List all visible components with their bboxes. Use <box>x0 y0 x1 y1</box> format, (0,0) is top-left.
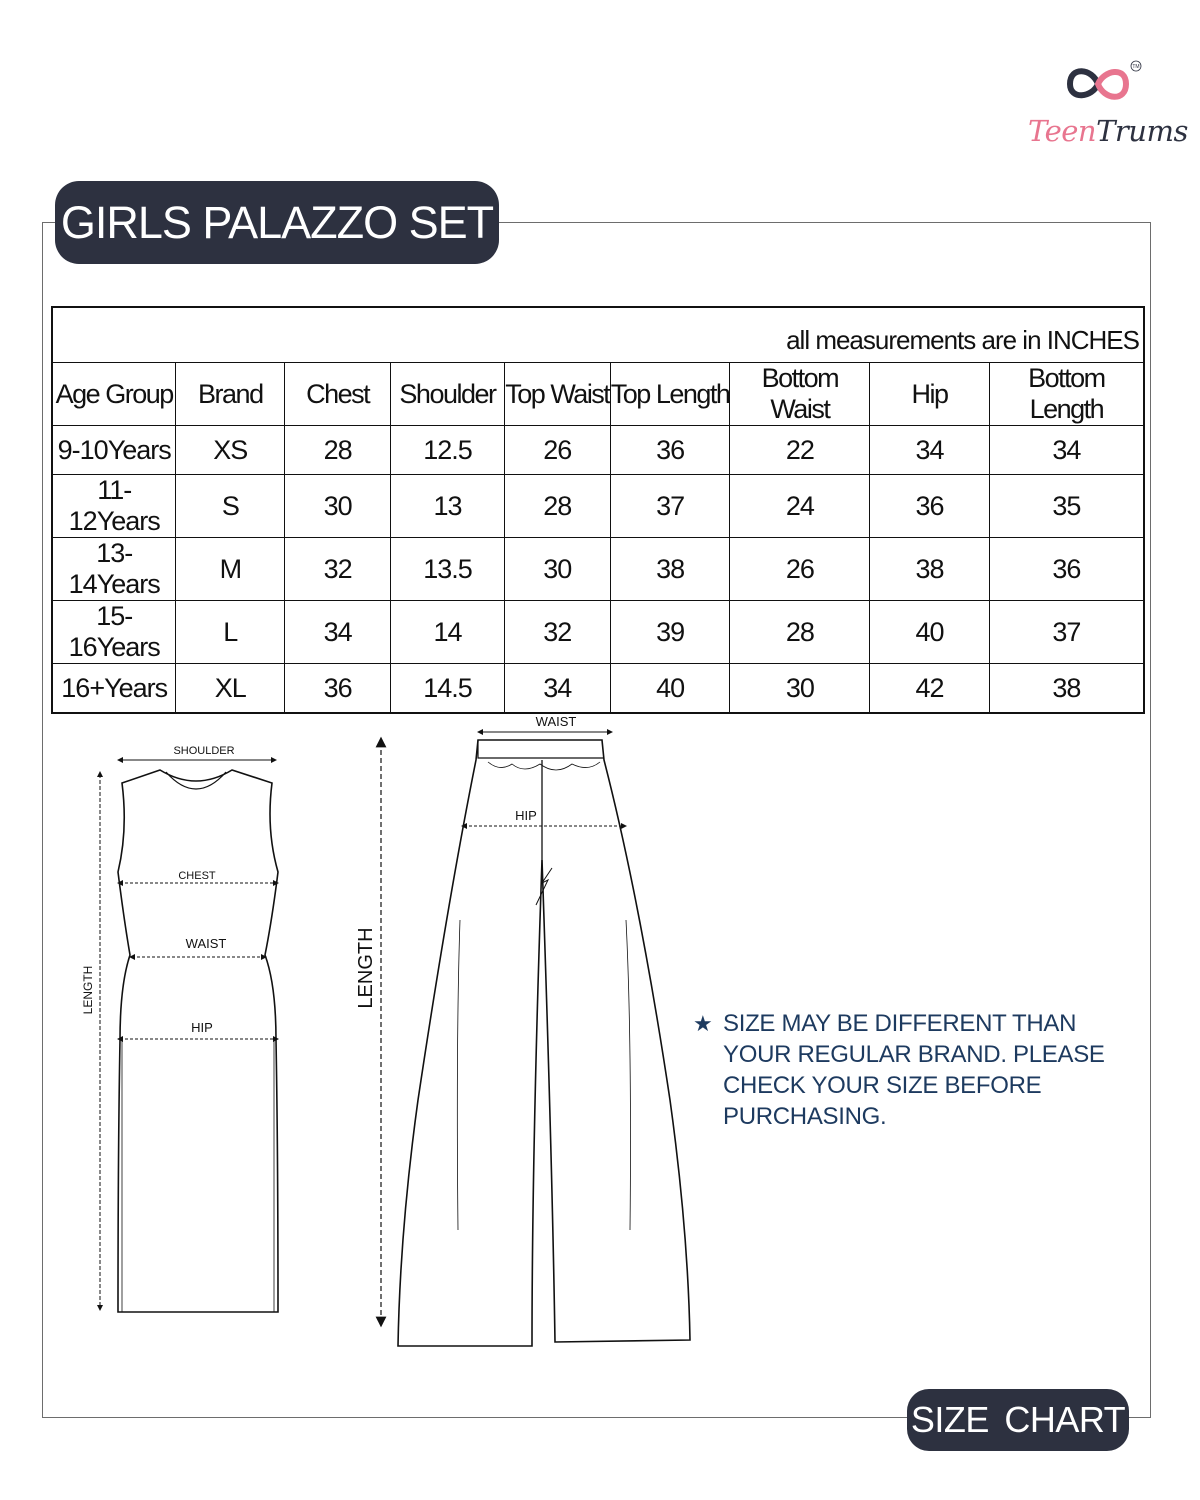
table-cell: 13-14Years <box>52 538 176 601</box>
table-cell: 38 <box>870 538 990 601</box>
table-cell: 14 <box>391 601 505 664</box>
table-cell: 11-12Years <box>52 475 176 538</box>
table-cell: 28 <box>504 475 610 538</box>
brand-logo-icon <box>1062 58 1144 108</box>
header-shoulder: Shoulder <box>391 363 505 426</box>
table-cell: 40 <box>610 664 730 714</box>
header-top-waist: Top Waist <box>504 363 610 426</box>
top-waist-label: WAIST <box>185 936 227 951</box>
table-cell: 40 <box>870 601 990 664</box>
bottom-length-label: LENGTH <box>355 927 377 1009</box>
brand-logo <box>1020 58 1188 158</box>
table-cell: 13 <box>391 475 505 538</box>
table-cell: 16+Years <box>52 664 176 714</box>
table-cell: 30 <box>730 664 870 714</box>
table-cell: 26 <box>504 426 610 475</box>
table-cell: M <box>176 538 285 601</box>
table-cell: 35 <box>989 475 1144 538</box>
table-cell: XS <box>176 426 285 475</box>
table-cell: 38 <box>610 538 730 601</box>
table-cell: 36 <box>870 475 990 538</box>
bottom-hip-label: HIP <box>515 808 537 823</box>
size-table <box>51 306 1145 714</box>
size-notice <box>693 1008 1143 1132</box>
table-cell: 24 <box>730 475 870 538</box>
table-cell: 34 <box>989 426 1144 475</box>
table-cell: 34 <box>285 601 391 664</box>
table-row <box>52 601 1144 664</box>
table-cell: 13.5 <box>391 538 505 601</box>
star-icon: ★ <box>693 1011 713 1036</box>
brand-name-part1: Teen <box>1028 114 1097 148</box>
table-cell: XL <box>176 664 285 714</box>
trademark-mark: TM <box>1132 64 1140 70</box>
header-bottom-waist: Bottom Waist <box>730 363 870 426</box>
table-row <box>52 475 1144 538</box>
table-cell: 9-10Years <box>52 426 176 475</box>
table-cell: 32 <box>504 601 610 664</box>
table-cell: 37 <box>989 601 1144 664</box>
table-header-row <box>52 363 1144 426</box>
header-hip: Hip <box>870 363 990 426</box>
brand-name-part2: Trums <box>1096 114 1188 148</box>
table-cell: 42 <box>870 664 990 714</box>
page-title: GIRLS PALAZZO SET <box>55 181 499 264</box>
top-length-label: LENGTH <box>81 965 95 1015</box>
header-top-length: Top Length <box>610 363 730 426</box>
garment-diagrams <box>70 700 713 1360</box>
table-cell: 37 <box>610 475 730 538</box>
top-shoulder-label: SHOULDER <box>173 745 235 757</box>
table-cell: S <box>176 475 285 538</box>
bottom-waist-label: WAIST <box>535 714 577 729</box>
header-age-group: Age Group <box>52 363 176 426</box>
table-cell: 30 <box>504 538 610 601</box>
table-row <box>52 426 1144 475</box>
table-cell: 34 <box>504 664 610 714</box>
table-cell: 12.5 <box>391 426 505 475</box>
size-notice-text: SIZE MAY BE DIFFERENT THAN YOUR REGULAR BRAND. PLEASE CHECK YOUR SIZE BEFORE PURCHASING. <box>723 1010 1105 1130</box>
table-cell: 39 <box>610 601 730 664</box>
table-cell: 38 <box>989 664 1144 714</box>
table-cell: 22 <box>730 426 870 475</box>
table-cell: 26 <box>730 538 870 601</box>
header-chest: Chest <box>285 363 391 426</box>
table-cell: 28 <box>285 426 391 475</box>
table-cell: 36 <box>989 538 1144 601</box>
palazzo-drawing <box>398 740 690 1346</box>
table-cell: 36 <box>610 426 730 475</box>
table-cell: 14.5 <box>391 664 505 714</box>
top-hip-label: HIP <box>191 1020 213 1035</box>
top-garment-drawing <box>118 770 278 1312</box>
size-chart-label: SIZE CHART <box>907 1389 1129 1451</box>
header-bottom-length: Bottom Length <box>989 363 1144 426</box>
brand-wordmark <box>1028 114 1188 148</box>
table-cell: 34 <box>870 426 990 475</box>
table-row <box>52 538 1144 601</box>
top-chest-label: CHEST <box>178 870 216 882</box>
table-cell: 30 <box>285 475 391 538</box>
units-note: all measurements are in INCHES <box>52 307 1144 363</box>
table-cell: 28 <box>730 601 870 664</box>
table-cell: 36 <box>285 664 391 714</box>
table-cell: L <box>176 601 285 664</box>
table-cell: 15-16Years <box>52 601 176 664</box>
table-cell: 32 <box>285 538 391 601</box>
header-brand: Brand <box>176 363 285 426</box>
